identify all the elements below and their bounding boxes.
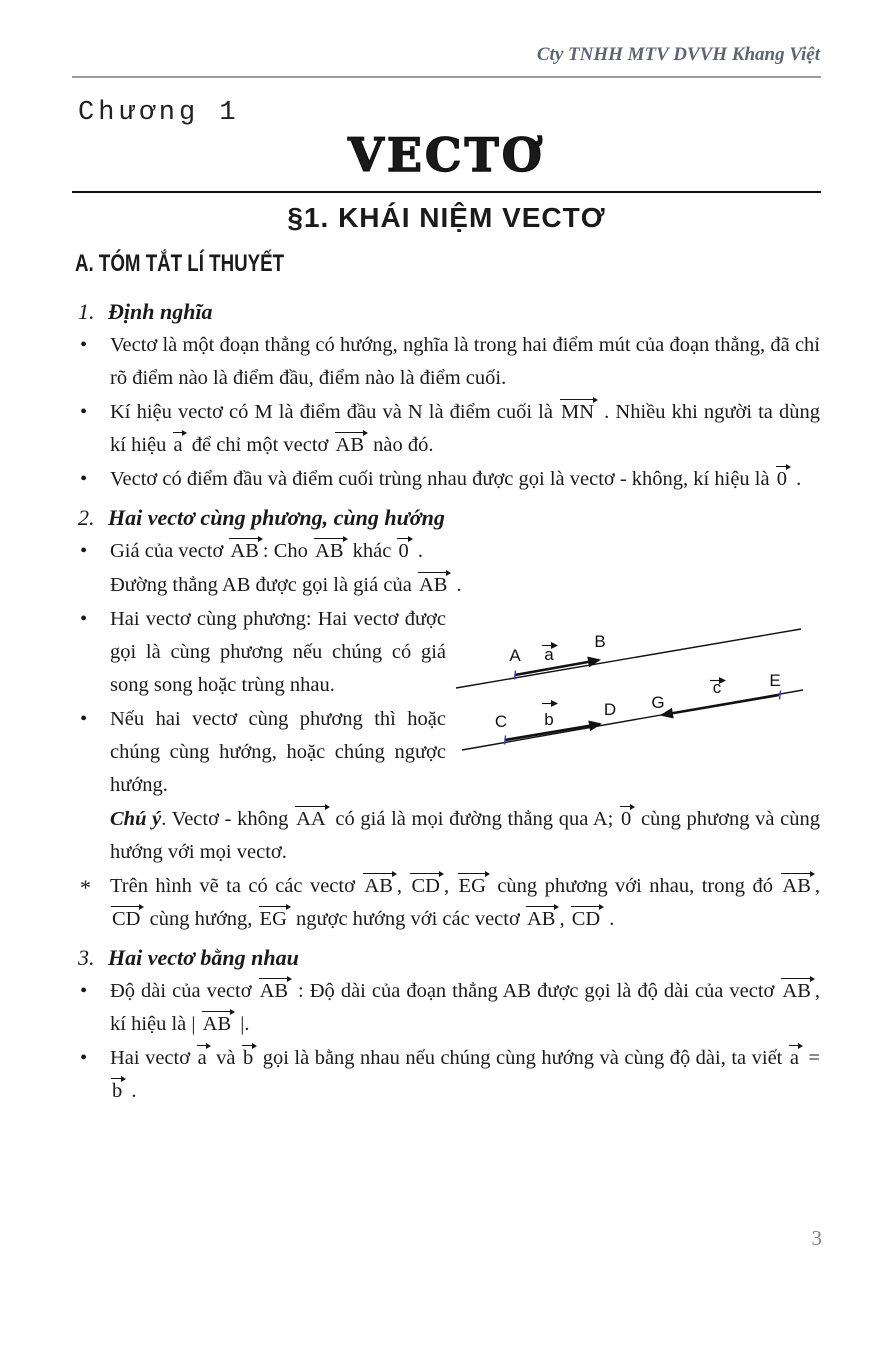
note-item [78,803,820,869]
vector-notation: AB [781,873,813,897]
vector-label-a: a [544,645,554,664]
header-rule [72,76,821,78]
point-label-B: B [594,632,606,651]
item-text: Kí hiệu vectơ có M là điểm đầu và N là điểm cuối là MN . Nhiều khi người ta dùng kí hiệu a để chỉ một vectơ AB nào đó. [110,401,820,456]
title-rule [72,191,821,193]
vector-notation: 0 [397,538,411,562]
item-marker: 2. [78,505,95,530]
item-text: Vectơ là một đoạn thẳng có hướng, nghĩa là trong hai điểm mút của đoạn thẳng, đã chỉ rõ điểm nào là điểm đầu, điểm nào là điểm cuối. [110,334,820,389]
vector-notation: 0 [776,466,790,490]
vector-notation: AB [363,873,395,897]
item-text: Giá của vectơ AB : Cho AB khác 0 . [110,540,423,562]
item-marker: 3. [78,945,95,970]
item-text: Hai vectơ cùng phương, cùng hướng [108,505,445,530]
bullet-item [78,703,446,802]
vector-notation: CD [410,873,442,897]
subsection-a-title [75,250,343,278]
item-marker: 1. [78,299,95,324]
bullet-item [78,396,820,462]
vector-notation: AB [781,978,813,1002]
vector-notation: MN [560,399,597,423]
item-text: Nếu hai vectơ cùng phương thì hoặc chúng cùng hướng, hoặc chúng ngược hướng. [110,708,446,796]
vector-notation: a [173,432,186,456]
item-text: Hai vectơ cùng phương: Hai vectơ được gọi là cùng phương nếu chúng có giá song song hoặc trùng nhau. [110,608,446,696]
item-text: Đường thẳng AB được gọi là giá của AB . [110,574,462,596]
vector-notation: AB [259,978,291,1002]
bullet-item [78,1042,820,1108]
vector-notation: a [789,1045,802,1069]
vector-notation: AB [202,1011,234,1035]
tick-A [515,671,516,680]
vector-notation: EG [458,873,489,897]
vector-label-b: b [544,710,554,729]
point-label-D: D [603,700,617,719]
item-marker: • [80,1047,88,1069]
bullet-item [78,329,820,395]
plain-item [78,569,820,602]
bullet-item [78,535,820,568]
vector-figure [448,612,828,764]
item-text: Hai vectơ a và b gọi là bằng nhau nếu chúng cùng hướng và cùng độ dài, ta viết a = b . [110,1047,820,1102]
section-heading [78,501,820,534]
bullet-item [78,975,820,1041]
vector-notation: AB [335,432,367,456]
point-label-A: A [509,646,521,665]
section-title: §1. KHÁI NIỆM VECTƠ [287,202,606,233]
vector-notation: 0 [620,806,634,830]
bullet-item [78,603,446,702]
tick-C [505,736,506,745]
vector-notation: a [197,1045,210,1069]
item-marker: • [80,334,88,356]
vector-notation: AB [418,572,450,596]
vector-notation: b [242,1045,256,1069]
vector-notation: AB [229,538,261,562]
line-AB-support [456,629,801,688]
vector-c-segment [662,695,779,715]
section-heading [78,295,820,328]
point-label-C: C [494,712,508,731]
item-marker: • [80,468,88,490]
vector-notation: AA [295,806,329,830]
item-text: Trên hình vẽ ta có các vectơ AB , CD , EG cùng phương với nhau, trong đó AB , CD cùng hướng, EG ngược hướng với các vectơ AB , CD . [110,875,821,930]
item-text: Định nghĩa [108,299,213,324]
item-marker: • [80,980,88,1002]
item-text: Chú ý. Vectơ - không AA có giá là mọi đường thẳng qua A; 0 cùng phương và cùng hướng với mọi vectơ. [110,808,820,863]
vector-notation: CD [571,906,603,930]
vector-a-segment [515,660,599,675]
vector-notation: CD [111,906,143,930]
point-label-G: G [651,693,665,712]
item-text: Độ dài của vectơ AB : Độ dài của đoạn thẳng AB được gọi là độ dài của vectơ AB , kí hiệu là | AB |. [110,980,821,1035]
item-marker: • [80,708,88,730]
item-marker: • [80,540,88,562]
page-number: 3 [811,1226,822,1250]
subsection-a-label: A. TÓM TẮT LÍ THUYẾT [75,250,285,277]
item-marker: • [80,608,88,630]
bullet-item [78,463,820,496]
section-heading [78,941,820,974]
item-text: Hai vectơ bằng nhau [108,945,299,970]
chapter-title: VECTƠ [348,128,545,182]
star-item [78,870,820,936]
vector-notation: AB [314,538,346,562]
item-text: Vectơ có điểm đầu và điểm cuối trùng nhau được gọi là vectơ - không, kí hiệu là 0 . [110,468,802,490]
item-marker: • [80,401,88,423]
chapter-label: Chương 1 [78,98,240,128]
vector-notation: b [111,1078,125,1102]
vector-notation: AB [526,906,558,930]
tick-E [780,691,781,700]
point-label-E: E [769,671,781,690]
header-company: Cty TNHH MTV DVVH Khang Việt [536,44,820,65]
vector-label-c: c [712,678,722,697]
item-marker: * [80,875,91,900]
vector-notation: EG [259,906,290,930]
